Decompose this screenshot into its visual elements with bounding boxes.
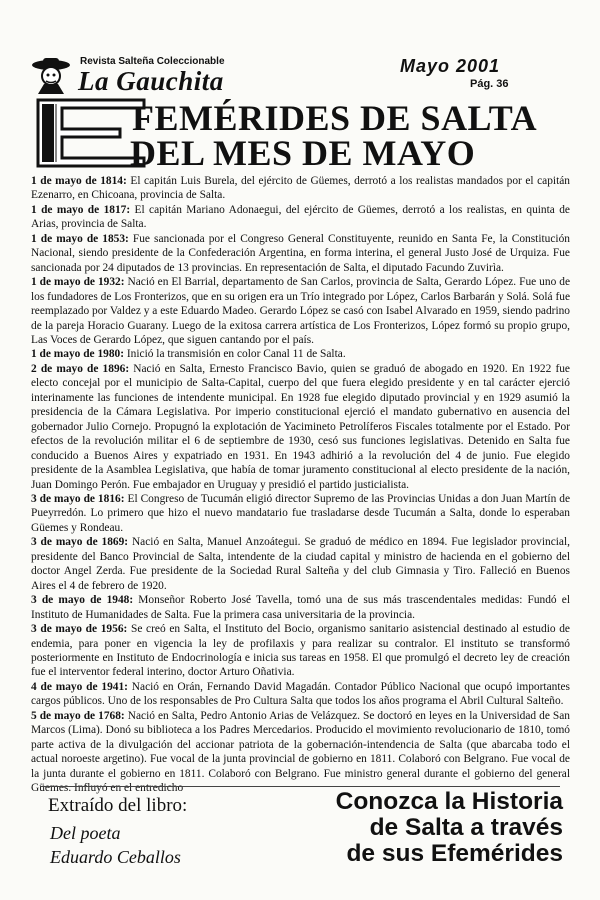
page-number: Pág. 36: [470, 78, 509, 90]
entry-text: El capitán Luis Burela, del ejército de Güemes, derrotó a los realistas mandados por el capitán Ezenarro, en Chicoana, provincia de Salta.: [31, 175, 570, 202]
list-item: [31, 492, 570, 535]
page-title-line1: FEMÉRIDES DE SALTA: [132, 98, 538, 138]
list-item: [31, 709, 570, 796]
gaucho-mascot-icon: [30, 56, 72, 94]
issue-date: Mayo 2001: [400, 56, 501, 76]
entry-date: 4 de mayo de 1941:: [31, 680, 128, 693]
page-title-line2: DEL MES DE MAYO: [130, 133, 476, 173]
entry-date: 2 de mayo de 1896:: [31, 362, 130, 375]
list-item: [31, 593, 570, 622]
entry-text: Monseñor Roberto José Tavella, tomó una de sus más trascendentales medidas: Fundó el Instituto de Humanidades de Salta. Fue la primera casa universitaria de la provincia.: [31, 594, 570, 621]
magazine-subtitle: Revista Salteña Coleccionable: [80, 56, 225, 67]
entry-date: 1 de mayo de 1853:: [31, 232, 129, 245]
list-item: [31, 203, 570, 232]
entry-date: 1 de mayo de 1932:: [31, 276, 125, 289]
source-label: Extraído del libro:: [48, 795, 188, 816]
poet-label: Del poeta: [50, 823, 121, 843]
entry-text: El Congreso de Tucumán eligió director Supremo de las Provincias Unidas a don Juan Martín de Pueyrredón. Lo primero que hizo el nuevo mandatario fue trasladarse desde Tucumán a Salta, donde lo esperaban Güemes y Rondeau.: [31, 492, 570, 534]
entry-text: Se creó en Salta, el Instituto del Bocio, organismo sanitario asistencial destinado al estudio de endemia, para poner en vigencia la ley de profilaxis y para realizar su contralor. El instituto se transformó posteriormente en Instituto de Endocrinología e inicia sus tareas en 1958. El que promulgó el decreto ley de creación fue el interventor federal interino, doctor Arturo Oñativia.: [31, 623, 570, 679]
entry-date: 3 de mayo de 1956:: [31, 623, 128, 636]
magazine-logo: [30, 56, 260, 96]
entry-text: Nació en Salta, Pedro Antonio Arias de Velázquez. Se doctoró en leyes en la Universidad de San Marcos (Lima). Donó su biblioteca a los Padres Mercedarios. Producido el movimiento revolucionario de 1810, tomó parte activa de la divulgación del accionar patriota de la gobernación-intendencia de Salta (que abarcaba todo el actual noroeste argetino). Fue vocal de la junta provincial de gobierno en 1811. Colaboró con Belgrano. Fue vocal de la junta durante el gobierno en 1811. Colaboró con Belgrano. Fue ministro general durante el gobierno del general Güemes. Influyó en el entredicho: [31, 709, 570, 795]
entry-text: Nació en Orán, Fernando David Magadán. Contador Público Nacional que ocupó importantes cargos públicos. Uno de los responsables de Pro Cultura Salta que todos los años programa el Abril Cultural Salteño.: [31, 680, 570, 708]
entry-text: Inició la transmisión en color Canal 11 de Salta.: [124, 348, 346, 361]
entry-text: Nació en Salta, Ernesto Francisco Bavio, quien se graduó de abogado en 1920. En 1922 fue electo concejal por el municipio de Salta-Capital, cuerpo del que fuera elegido presidente y en tal carácter ejerció interinamente las funciones de intendente municipal. En 1928 fue elegido diputado provincial y en 1929 asumió la presidencia de la Cámara Legislativa. Por imperio constitucional ejerció el mandato gubernativo en ausencia del gobernador Julio Cornejo. Propugnó la explotación de Yacimineto Petrolíferos Fiscales totalmente por el Estado. Por efectos de la revolución militar el 6 de septiembre de 1930, cesó sus funciones legislativas. Detenido en Salta fue conducido a Buenos Aires y expatriado en 1931. En 1943 adhirió a la revolución del 4 de junio. Fue elegido presidente de la Asamblea Legislativa, que había de tomar juramento constitucional al electo presidente de la nación, Juan Domingo Perón. Fue embajador en Uruguay y presidió el partido justicialista.: [31, 362, 570, 491]
entry-date: 1 de mayo de 1817:: [31, 203, 131, 216]
entry-date: 5 de mayo de 1768:: [31, 709, 125, 722]
magazine-name: La Gauchita: [78, 66, 224, 96]
list-item: [31, 535, 570, 593]
list-item: [31, 622, 570, 680]
list-item: [31, 275, 570, 347]
entry-date: 1 de mayo de 1814:: [31, 175, 127, 187]
list-item: [31, 362, 570, 492]
entry-date: 3 de mayo de 1816:: [31, 492, 125, 505]
author-name: Eduardo Ceballos: [50, 847, 181, 867]
entry-date: 1 de mayo de 1980:: [31, 348, 125, 361]
ephemerides-list: [31, 174, 570, 795]
book-title-line2: de Salta a través: [369, 814, 563, 841]
list-item: [31, 174, 570, 203]
entry-text: Nació en Salta, Manuel Anzoátegui. Se graduó de médico en 1894. Fue legislador provincial, presidente del Banco Provincial de Salta, intendente de la ciudad capital y ministro de hacienda en el gobierno del doctor Angel Zerda. Fue presidente de la Sociedad Rural Salteña y del club Gimnasia y Tiro. Falleció en Buenos Aires el 4 de febrero de 1920.: [31, 536, 570, 592]
book-credit-banner: [40, 786, 563, 869]
list-item: [31, 232, 570, 275]
entry-text: Fue sancionada por el Congreso General Constituyente, reunido en Santa Fe, la Constitución Nacional, siendo presidente de la Confederación Argentina, en forma interina, el general Justo José de Urquiza. Fue sancionada por 24 diputados de 13 provincias. En representación de Salta, el diputado Facundo Zuvirìa.: [31, 232, 570, 274]
entry-date: 3 de mayo de 1869:: [31, 536, 129, 549]
entry-date: 3 de mayo de 1948:: [31, 594, 134, 607]
book-title-line1: Conozca la Historia: [335, 788, 563, 815]
entry-text: El capitán Mariano Adonaegui, del ejército de Güemes, derrotó a los realistas, en quinta de Arias, provincia de Salta.: [31, 203, 570, 231]
list-item: [31, 680, 570, 709]
entry-text: Nació en El Barrial, departamento de San Carlos, provincia de Salta, Gerardo López. Fue uno de los fundadores de Los Fronterizos, que en su origen era un Trío integrado por López, Carlos Barbarán y Solá. Solá fue reemplazado por Valdez y a este Eduardo Madeo. Gerardo López se casó con Isabel Alvarado en 1959, siendo padrino de la pareja Horacio Guarany. Luego de la exitosa carrera artística de Los Fronterizos, López formó su propio grupo, Las Voces de Gerardo López, que siguen cantando por el país.: [31, 276, 570, 346]
list-item: [31, 347, 570, 361]
book-title: [245, 789, 563, 867]
book-title-line3: de sus Efemérides: [346, 840, 563, 867]
